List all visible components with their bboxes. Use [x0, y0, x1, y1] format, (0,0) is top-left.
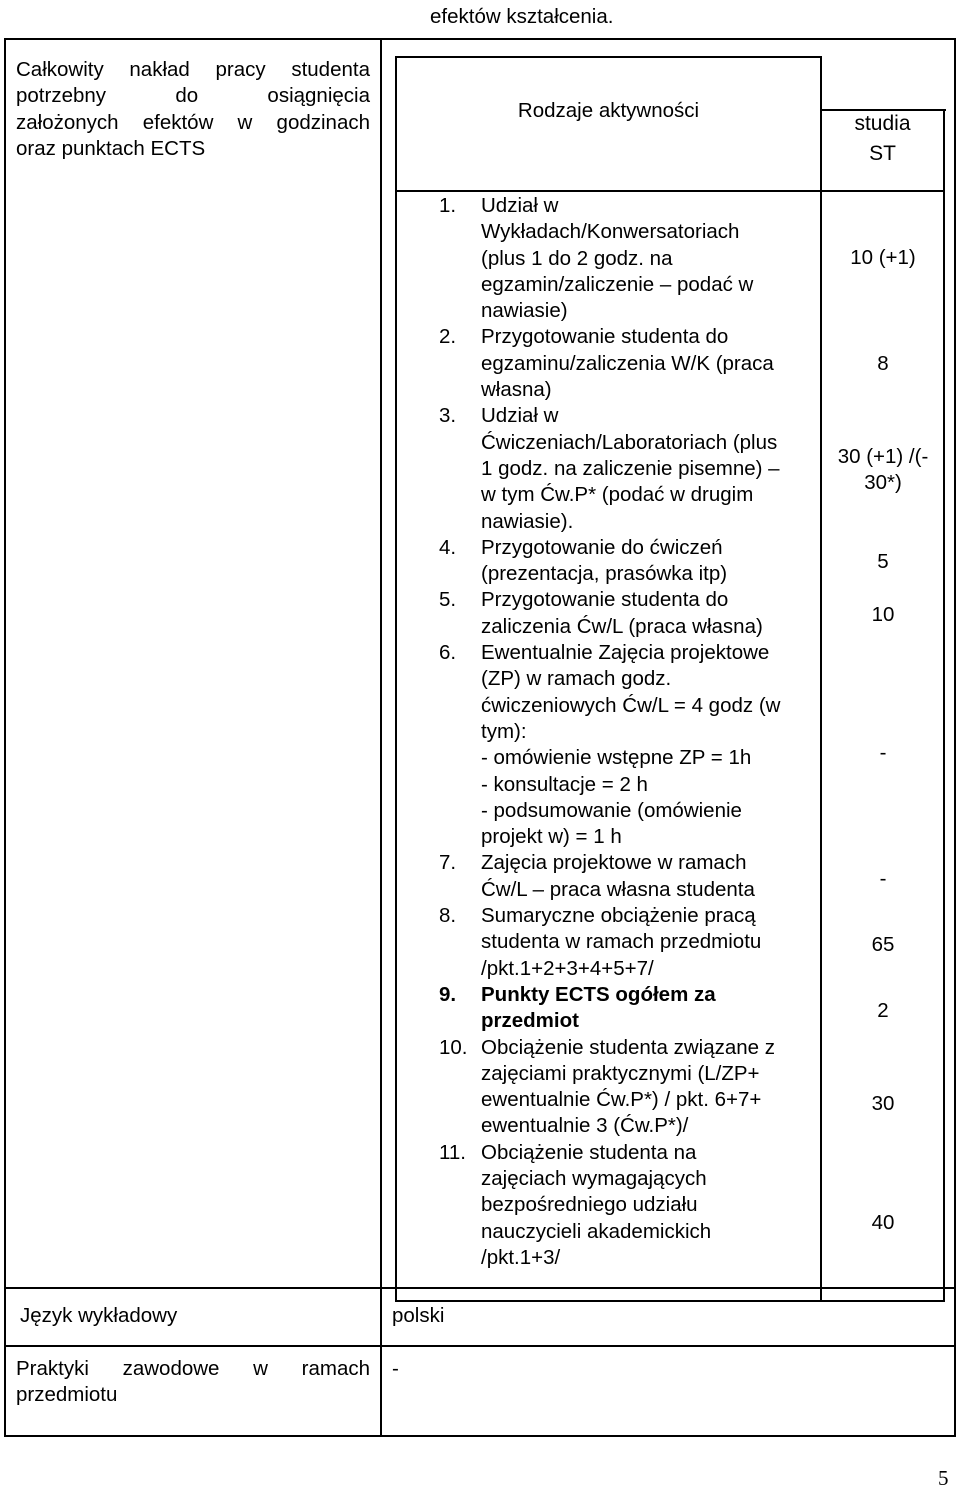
value-cell: 10: [871, 603, 895, 626]
internship-value: -: [392, 1357, 399, 1380]
studia-column-header: studia ST: [854, 112, 911, 165]
top-fragment: efektów kształcenia.: [430, 5, 614, 28]
list-item: 11. Obciążenie studenta na zajęciach wymagających bezpośredniego udziału nauczycieli akademickich /pkt.1+3/: [439, 1140, 712, 1269]
list-item: 2. Przygotowanie studenta do egzaminu/zaliczenia W/K (praca własna): [439, 325, 774, 402]
list-item: 8. Sumaryczne obciążenie pracą studenta w ramach przedmiotu /pkt.1+2+3+4+5+7/: [439, 904, 762, 980]
activity-list: [439, 193, 811, 1271]
list-item: 9. Punkty ECTS ogółem za przedmiot: [439, 982, 716, 1033]
list-item: 4. Przygotowanie do ćwiczeń (prezentacja, prasówka itp): [439, 535, 728, 586]
list-item: 6. Ewentualnie Zajęcia projektowe (ZP) w ramach godz. ćwiczeniowych Ćw/L = 4 godz (w tym): - omówienie wstępne ZP = 1h - konsultacje = 2 h - podsumowanie (omówienie projekt w) = 1 h: [439, 641, 781, 849]
value-cell: 30 (+1) /(- 30*): [837, 445, 929, 494]
page-number: 5: [938, 1466, 949, 1490]
internship-label: Praktyki zawodowe w ramach przedmiotu: [16, 1357, 370, 1407]
list-item: 10. Obciążenie studenta związane z zajęciami praktycznymi (L/ZP+ ewentualnie Ćw.P*) / pkt. 6+7+ ewentualnie 3 (Ćw.P*)/: [439, 1035, 776, 1138]
value-cell: -: [879, 867, 887, 890]
value-cell: 10 (+1): [850, 246, 916, 269]
list-item: 7. Zajęcia projektowe w ramach Ćw/L – praca własna studenta: [439, 851, 755, 901]
activity-column-header: Rodzaje aktywności: [517, 99, 700, 122]
language-value: polski: [392, 1304, 445, 1327]
value-cell: 40: [871, 1211, 895, 1234]
list-item: 5. Przygotowanie studenta do zaliczenia Ćw/L (praca własna): [439, 588, 763, 638]
value-cell: 8: [877, 352, 889, 375]
workload-label: Całkowity nakład pracy studenta potrzebny do osiągnięcia założonych efektów w godzinach oraz punktach ECTS: [16, 58, 370, 160]
value-cell: -: [879, 741, 887, 764]
list-item: 1. Udział w Wykładach/Konwersatoriach (plus 1 do 2 godz. na egzamin/zaliczenie – podać w nawiasie): [439, 194, 754, 323]
language-label: Język wykładowy: [20, 1304, 178, 1327]
value-cell: 65: [871, 933, 895, 956]
value-cell: 2: [877, 999, 889, 1022]
list-item: 3. Udział w Ćwiczeniach/Laboratoriach (plus 1 godz. na zaliczenie pisemne) – w tym Ćw.P* (podać w drugim nawiasie).: [439, 404, 780, 533]
value-cell: 5: [877, 550, 889, 573]
value-cell: 30: [871, 1092, 895, 1115]
